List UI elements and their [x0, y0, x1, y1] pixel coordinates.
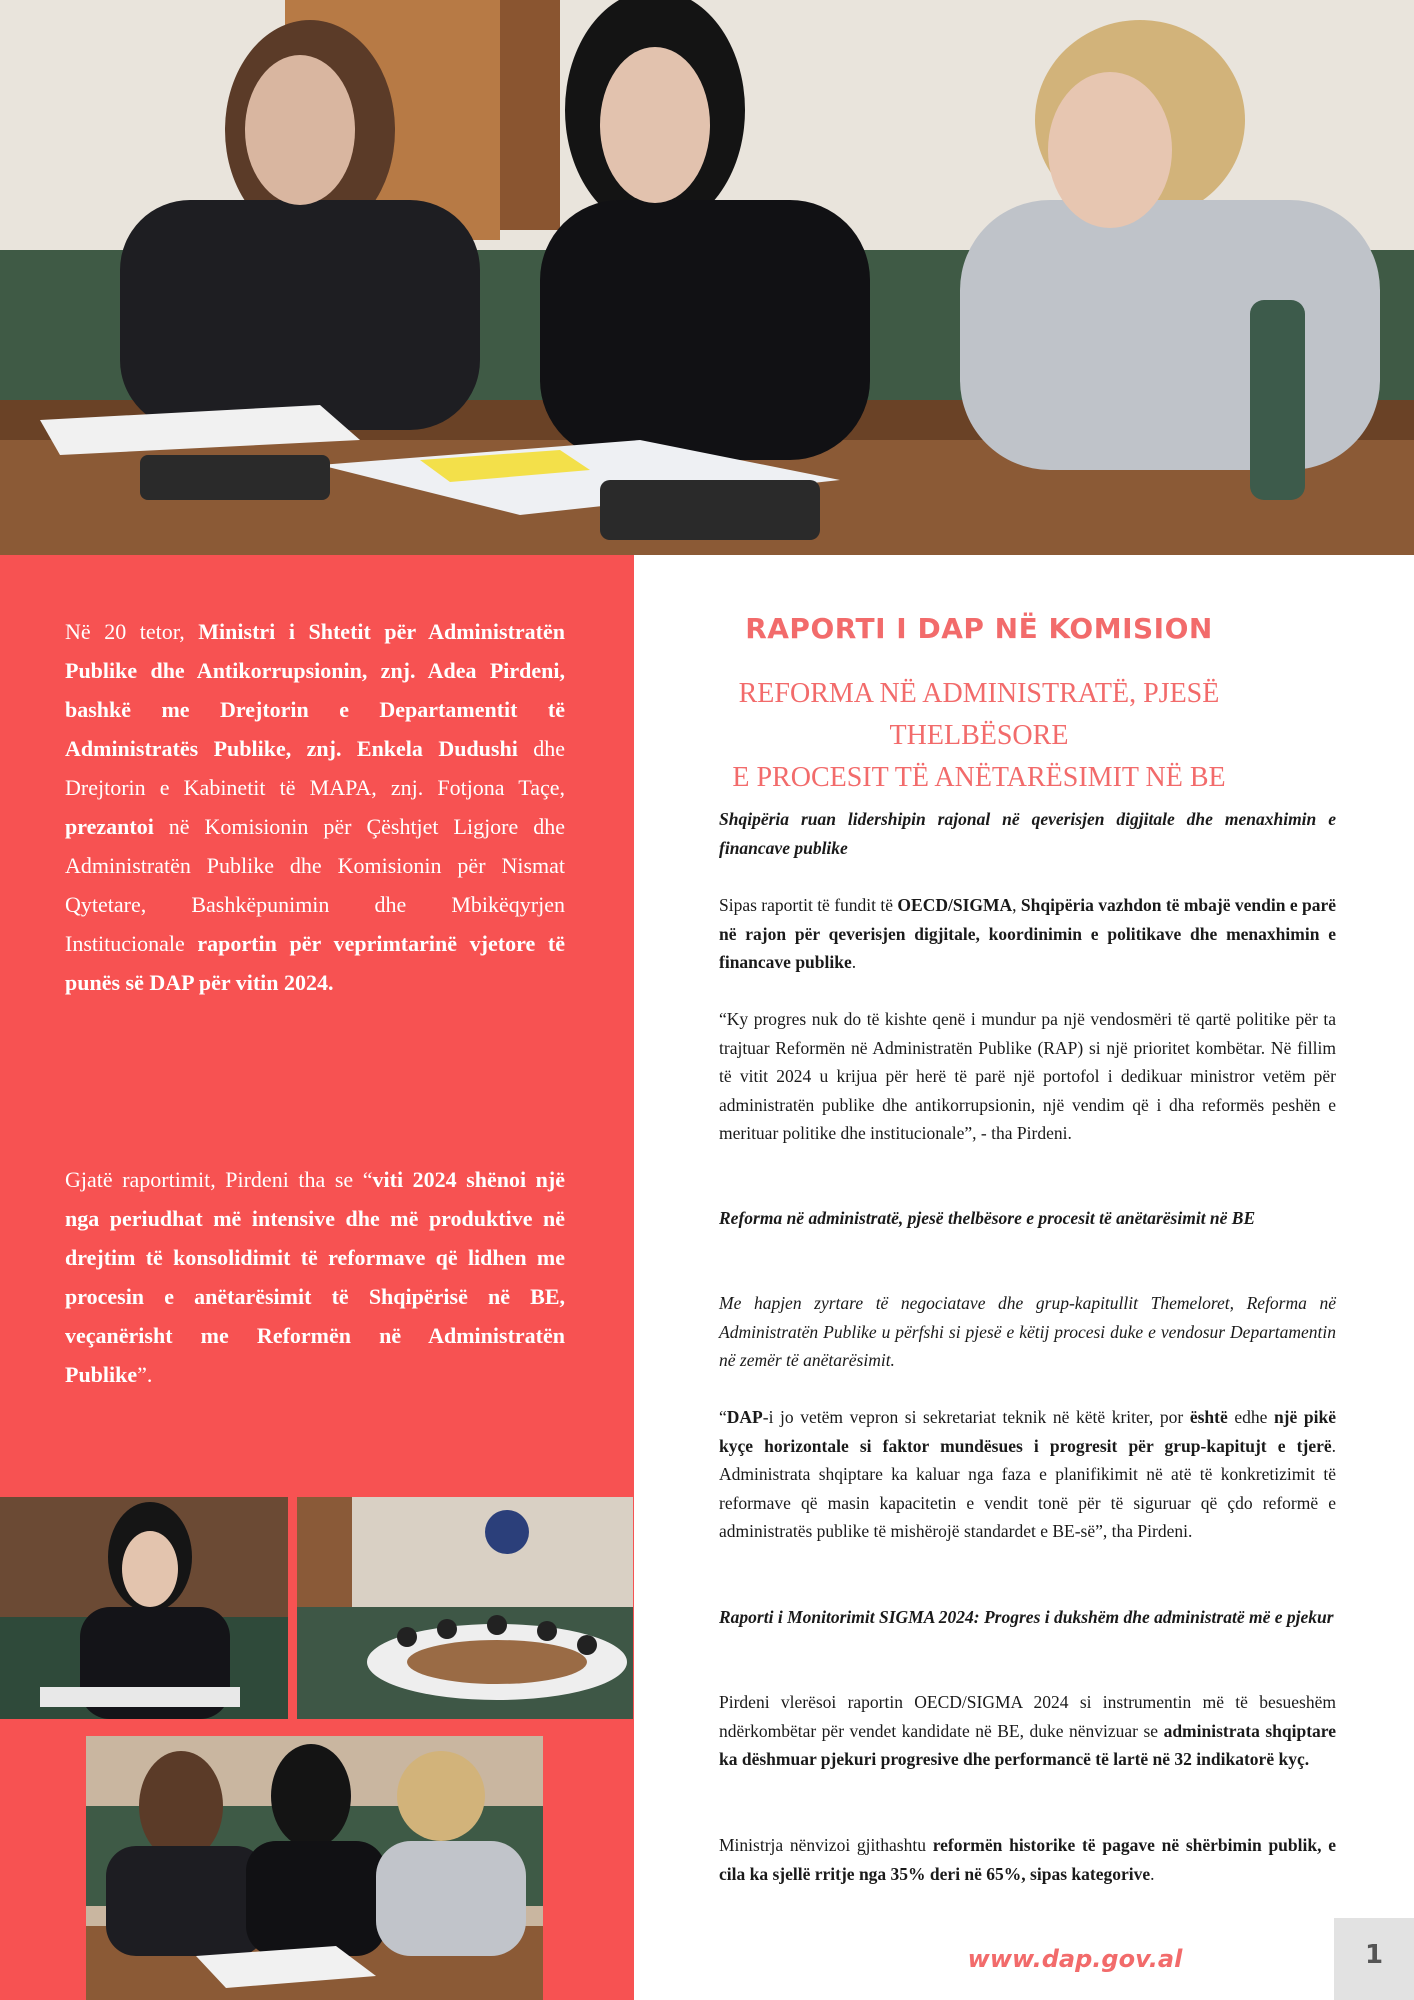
paragraph-quote-reform: “Ky progres nuk do të kishte qenë i mundur pa një vendosmëri të qartë politike për ta trajtuar Reformën në Administratën Publike (RAP) si një prioritet kombëtar. Në fillim të vitit 2024 u krijua për herë të parë një portofol i dedikuar ministror vetëm për administratën publike dhe antikorrupsionin, një vendim që i dha reformës peshën e merituar politike dhe institucionale”, - tha Pirdeni. [719, 1009, 1336, 1143]
article-heading: RAPORTI I DAP NË KOMISION [745, 612, 1213, 645]
page-number: 1 [1364, 1940, 1384, 1970]
text-run: , [1012, 895, 1021, 915]
text-run: Gjatë raportimit, Pirdeni tha se “ [65, 1167, 373, 1192]
footer-website-link[interactable]: www.dap.gov.al [967, 1945, 1183, 1973]
section2-italic [719, 1289, 1336, 1375]
text-run: bashkë me Drejtorin e Departamentit të Administratës Publike, znj. Enkela Dudushi [65, 697, 565, 761]
section3-title [719, 1603, 1336, 1632]
text-run: reformën historike të pagave në shërbimin publik, e cila ka sjellë rritje nga 35% deri në 65%, sipas kategorive [719, 1835, 1336, 1884]
subheading-line-2: E PROCESIT TË ANËTARËSIMIT NË BE [732, 762, 1226, 793]
intro-italic-text: Shqipëria ruan lidershipin rajonal në qeverisjen digjitale dhe menaxhimin e financave publike [719, 809, 1336, 858]
text-run: Sipas raportit të fundit të [719, 895, 898, 915]
text-run: dhe Drejtorin e Kabinetit të MAPA, znj. Fotjona Taçe, [65, 736, 565, 800]
text-run: Ministri i Shtetit për Administratën Publike dhe Antikorrupsionin, znj. Adea Pirdeni, [65, 619, 565, 683]
section2-title [719, 1204, 1336, 1233]
paragraph-dap-role [719, 1403, 1336, 1546]
section2-italic-text: Me hapjen zyrtare të negociatave dhe grup-kapitullit Themeloret, Reforma në Administratën Publike u përfshi si pjesë e këtij procesi duke e vendosur Departamentin në zemër të anëtarësimit. [719, 1293, 1336, 1370]
text-run: ”. [137, 1362, 153, 1387]
section2-title-text: Reforma në administratë, pjesë thelbësore e procesit të anëtarësimit në BE [719, 1208, 1256, 1228]
paragraph-salary-reform [719, 1831, 1336, 1888]
text-run: është [1189, 1407, 1228, 1427]
text-run: Shqipëria vazhdon të mbajë vendin e parë në rajon për qeverisjen digjitale, koordinimin e politikave dhe menaxhimin e financave publike [719, 895, 1336, 972]
hero-photo [0, 0, 1414, 555]
text-run: Pirdeni vlerësoi raportin OECD/SIGMA 2024 si instrumentin më të besueshëm ndërkombëtar për vendet kandidate në BE, duke nënvizuar se [719, 1692, 1336, 1741]
text-run: “ [719, 1407, 727, 1427]
text-run: . [851, 952, 857, 972]
photo-panel-three-women [86, 1736, 543, 2000]
text-run: Në 20 tetor, [65, 619, 199, 644]
intro-italic-bold [719, 805, 1336, 862]
photo-minister-portrait [0, 1497, 288, 1719]
paragraph-oecd-sigma [719, 891, 1336, 977]
subheading-line-1: REFORMA NË ADMINISTRATË, PJESË THELBËSORE [738, 678, 1220, 751]
text-run: . [1150, 1863, 1155, 1884]
left-intro-paragraph [65, 612, 565, 1002]
section3-title-text: Raporti i Monitorimit SIGMA 2024: Progres i dukshëm dhe administratë më e pjekur [719, 1607, 1334, 1627]
text-run: -i jo vetëm vepron si sekretariat teknik në këtë kriter, por [762, 1407, 1190, 1427]
text-run: një pikë kyçe horizontale si faktor mundësues i progresit për grup-kapitujt e tjerë [719, 1407, 1336, 1456]
text-run: DAP [726, 1407, 763, 1427]
text-run: OECD/SIGMA [897, 895, 1013, 915]
text-run: raportin për veprimtarinë vjetore të punës së DAP për vitin 2024. [65, 931, 565, 995]
article-subheading [650, 673, 1308, 799]
paragraph-sigma-indicators [719, 1688, 1336, 1774]
left-quote-paragraph [65, 1160, 565, 1394]
text-run: prezantoi [65, 814, 154, 839]
text-run: administrata shqiptare ka dëshmuar pjekuri progresive dhe performancë të lartë në 32 indikatorë kyç. [719, 1720, 1336, 1769]
text-run: . Administrata shqiptare ka kaluar nga faza e planifikimit në atë të konkretizimit të reformave që masin kapacitetin e vendit tonë për të siguruar që çdo reformë e administratës publike të mishërojë standardet e BE-së”, tha Pirdeni. [719, 1435, 1336, 1541]
text-run: viti 2024 shënoi një nga periudhat më intensive dhe më produktive në drejtim të konsolidimit të reformave që lidhen me procesin e anëtarësimit të Shqipërisë në BE, veçanërisht me Reformën në Administratën Publike [65, 1167, 565, 1387]
text-run: në Komisionin për Çështjet Ligjore dhe Administratën Publike dhe Komisionin për Nismat Qytetare, Bashkëpunimin dhe Mbikëqyrjen Institucionale [65, 814, 565, 956]
text-run: Ministrja nënvizoi gjithashtu [719, 1835, 933, 1855]
photo-commission-room [297, 1497, 633, 1719]
text-run: edhe [1227, 1407, 1274, 1427]
